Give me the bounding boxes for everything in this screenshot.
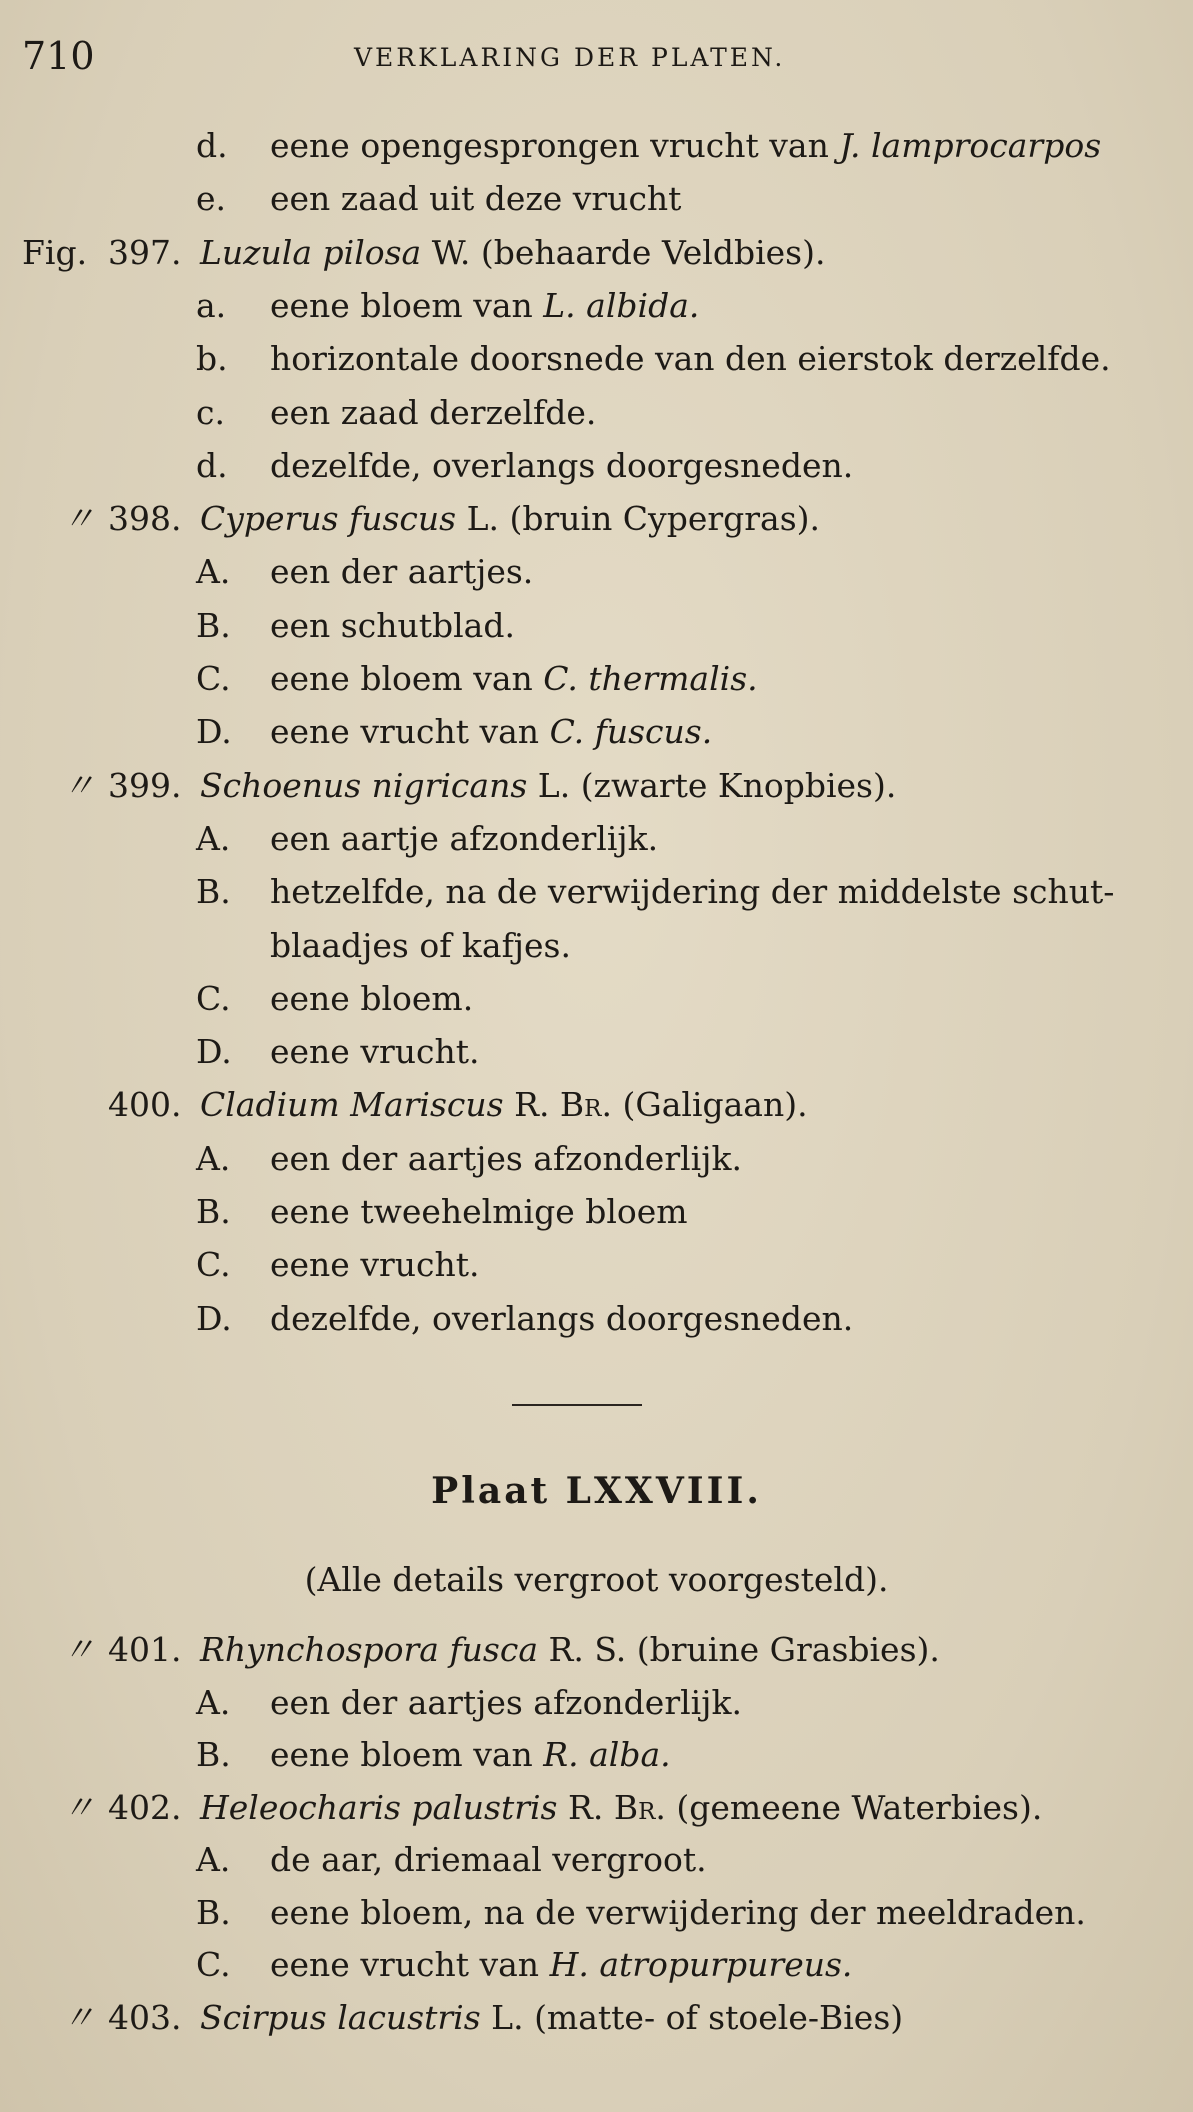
common-name: (gemeene Waterbies).	[676, 1787, 1043, 1827]
detail-text	[270, 126, 1101, 166]
ditto-mark: 〃	[62, 765, 95, 805]
detail-label: C.	[196, 978, 231, 1018]
detail-description: eene bloem.	[270, 978, 474, 1018]
species-name: Scirpus lacustris	[200, 1997, 481, 2037]
detail-text	[270, 1840, 707, 1880]
detail-description: een der aartjes afzonderlijk.	[270, 1682, 742, 1722]
detail-label: d.	[196, 126, 228, 165]
detail-label: A.	[196, 818, 231, 858]
species-reference: J. lamprocarpos	[839, 126, 1102, 165]
species-reference: L. albida.	[543, 285, 700, 325]
detail-text	[270, 393, 596, 433]
plate-subtitle: (Alle details vergroot voorgesteld).	[304, 1560, 889, 1599]
detail-description: een der aartjes.	[270, 552, 534, 592]
figure-number: 398.	[108, 499, 182, 539]
author-abbrev: L.	[537, 765, 571, 805]
detail-label: B.	[196, 1735, 231, 1774]
detail-description: eene tweehelmige bloem	[270, 1192, 688, 1231]
running-head: VERKLARING DER PLATEN.	[354, 43, 786, 72]
detail-label: B.	[196, 1892, 231, 1932]
detail-text	[270, 606, 515, 646]
author-abbrev: L.	[491, 1997, 524, 2037]
species-reference: R. alba.	[543, 1735, 671, 1774]
detail-text	[270, 1683, 742, 1723]
detail-text	[270, 1299, 853, 1339]
species-name: Schoenus nigricans	[200, 765, 528, 805]
detail-text	[270, 819, 658, 859]
species-reference: H. atropurpureus.	[549, 1945, 853, 1984]
species-entry	[200, 766, 896, 806]
species-name: Cyperus fuscus	[200, 499, 457, 539]
author-abbrev: L.	[466, 499, 499, 539]
figure-number: 397.	[108, 232, 182, 272]
detail-label: C.	[196, 1945, 231, 1984]
ditto-mark: 〃	[62, 1630, 95, 1669]
species-entry	[200, 233, 825, 273]
detail-label: c.	[196, 392, 225, 432]
detail-description: dezelfde, overlangs doorgesneden.	[270, 1298, 854, 1338]
detail-description: een zaad uit deze vrucht	[270, 179, 682, 219]
detail-label: B.	[196, 1192, 231, 1231]
author-abbrev: R. S.	[548, 1630, 627, 1669]
detail-text	[270, 179, 681, 219]
detail-text	[270, 552, 533, 592]
author-abbrev: R. Br.	[514, 1085, 612, 1125]
detail-label: D.	[196, 712, 232, 752]
ditto-mark: 〃	[62, 1787, 95, 1827]
detail-text	[270, 979, 473, 1019]
detail-description: horizontale doorsnede van den eierstok derzelfde.	[270, 339, 1111, 379]
species-name: Luzula pilosa	[200, 232, 422, 272]
detail-text	[270, 712, 712, 752]
detail-text	[270, 1139, 742, 1179]
page-number: 710	[22, 34, 95, 78]
detail-description: dezelfde, overlangs doorgesneden.	[270, 445, 854, 485]
figure-number: 403.	[108, 1997, 182, 2037]
detail-text	[270, 1245, 480, 1285]
figure-number: 402.	[108, 1787, 182, 1827]
detail-description: een der aartjes afzonderlijk.	[270, 1138, 742, 1178]
detail-description: eene vrucht.	[270, 1032, 480, 1072]
detail-description: eene vrucht van	[270, 712, 540, 752]
species-entry	[200, 1998, 903, 2038]
detail-text	[270, 446, 853, 486]
detail-description: eene opengesprongen vrucht van	[270, 126, 829, 165]
detail-label: b.	[196, 339, 228, 379]
detail-description: hetzelfde, na de verwijdering der middelste schut-	[270, 872, 1115, 912]
continuation-text: blaadjes of kafjes.	[270, 925, 571, 965]
detail-text	[270, 659, 758, 699]
figure-number: 401.	[108, 1630, 182, 1669]
detail-label: A.	[196, 1138, 231, 1178]
figure-number: 400.	[108, 1085, 182, 1125]
detail-description: eene vrucht.	[270, 1245, 480, 1285]
common-name: (matte- of stoele-Bies)	[534, 1997, 904, 2037]
species-entry	[200, 1630, 940, 1670]
detail-label: e.	[196, 179, 227, 219]
detail-label: D.	[196, 1298, 232, 1338]
detail-text	[270, 1735, 671, 1775]
detail-label: A.	[196, 552, 231, 592]
detail-description: eene bloem van	[270, 285, 533, 325]
common-name: (bruin Cypergras).	[509, 499, 821, 539]
ditto-mark: 〃	[62, 499, 95, 539]
detail-text	[270, 1893, 1086, 1933]
detail-text	[270, 1945, 852, 1985]
common-name: (Galigaan).	[622, 1085, 808, 1125]
detail-text	[270, 339, 1111, 379]
common-name: (zwarte Knopbies).	[580, 765, 897, 805]
species-entry	[200, 1085, 808, 1125]
common-name: (behaarde Veldbies).	[480, 232, 826, 272]
detail-label: A.	[196, 1840, 231, 1879]
species-entry	[200, 499, 820, 539]
detail-label: C.	[196, 659, 231, 698]
detail-text	[270, 1032, 480, 1072]
detail-text	[270, 872, 1114, 912]
detail-description: een aartje afzonderlijk.	[270, 818, 659, 858]
plate-title: Plaat LXXVIII.	[431, 1470, 762, 1512]
common-name: (bruine Grasbies).	[636, 1630, 940, 1669]
detail-description: eene bloem van	[270, 1735, 533, 1774]
detail-text	[270, 286, 699, 326]
species-name: Cladium Mariscus	[200, 1085, 504, 1125]
detail-description: de aar, driemaal vergroot.	[270, 1840, 707, 1879]
detail-text	[270, 1192, 688, 1232]
detail-description: eene vrucht van	[270, 1945, 540, 1984]
ditto-mark: 〃	[62, 1997, 95, 2037]
figure-prefix: Fig.	[22, 232, 88, 272]
detail-description: een schutblad.	[270, 605, 515, 645]
detail-label: a.	[196, 285, 227, 325]
detail-description: een zaad derzelfde.	[270, 392, 597, 432]
species-name: Heleocharis palustris	[200, 1787, 558, 1827]
author-abbrev: W.	[431, 232, 471, 272]
detail-label: C.	[196, 1245, 231, 1285]
species-entry	[200, 1788, 1042, 1828]
species-name: Rhynchospora fusca	[200, 1630, 539, 1669]
detail-label: D.	[196, 1032, 232, 1072]
detail-label: A.	[196, 1682, 231, 1722]
author-abbrev: R. Br.	[568, 1787, 666, 1827]
detail-label: d.	[196, 445, 228, 485]
detail-label: B.	[196, 605, 231, 645]
detail-description: eene bloem van	[270, 659, 533, 698]
detail-label: B.	[196, 872, 231, 912]
species-reference: C. fuscus.	[549, 712, 713, 752]
section-divider	[512, 1404, 642, 1406]
detail-description: eene bloem, na de verwijdering der meeldraden.	[270, 1892, 1086, 1932]
species-reference: C. thermalis.	[543, 659, 758, 698]
figure-number: 399.	[108, 765, 182, 805]
